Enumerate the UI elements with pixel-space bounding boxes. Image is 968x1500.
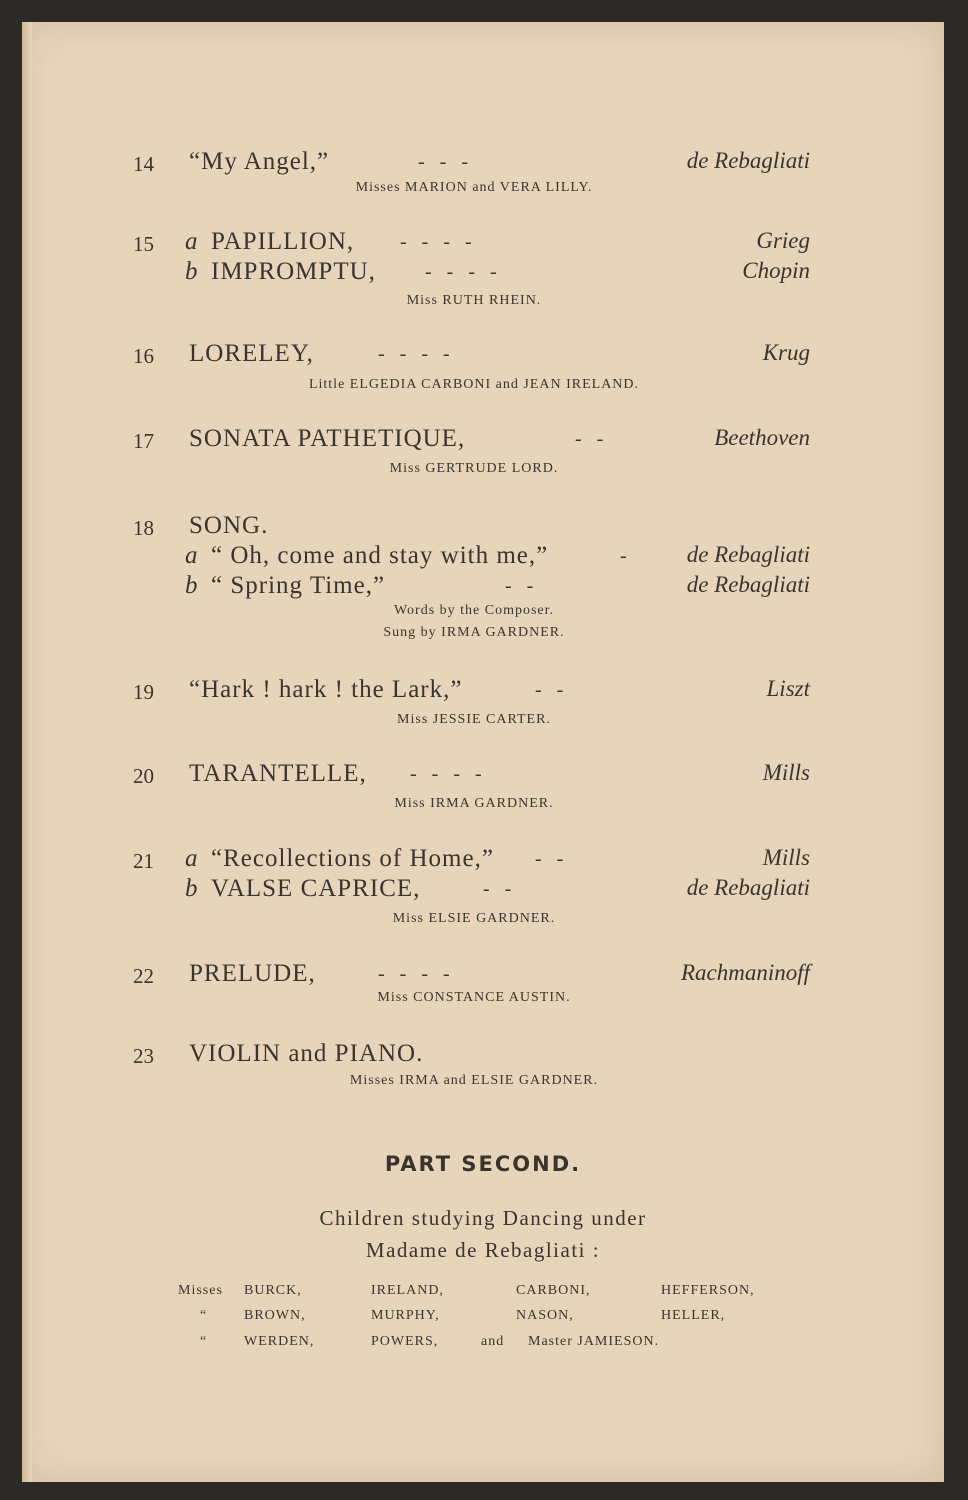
item-number: 19 [133, 680, 154, 704]
item-title: VIOLIN and PIANO. [189, 1040, 424, 1067]
item-dashes: - - - - [425, 261, 497, 283]
item-dashes: - - [483, 878, 512, 900]
dancer-name: BURCK, [244, 1283, 302, 1298]
dancer-name: POWERS, [371, 1334, 439, 1349]
item-note: Words by the Composer. [393, 603, 555, 618]
item-performer: Miss JESSIE CARTER. [397, 712, 551, 727]
item-composer: de Rebagliati [686, 875, 810, 900]
item-composer: Rachmaninoff [680, 960, 810, 985]
item-dashes: - - - - [378, 343, 450, 365]
item-composer: de Rebagliati [686, 572, 810, 597]
item-title: LORELEY, [189, 340, 314, 367]
item-prefix: b [185, 258, 199, 285]
item-title: “My Angel,” [189, 148, 330, 175]
item-number: 17 [133, 429, 154, 453]
item-title: IMPROMPTU, [211, 258, 376, 285]
item-performer: Miss IRMA GARDNER. [394, 796, 554, 811]
dancing-line-1: Children studying Dancing under [319, 1206, 647, 1230]
item-title: PAPILLION, [211, 228, 355, 255]
item-dashes: - - [535, 679, 564, 701]
page-crease [22, 22, 32, 1482]
dancer-name: “ [200, 1308, 208, 1323]
dancer-name: MURPHY, [371, 1308, 440, 1323]
item-title: “Recollections of Home,” [211, 845, 494, 872]
item-composer: Mills [762, 845, 810, 870]
item-prefix: b [185, 875, 199, 902]
item-prefix: a [185, 542, 199, 569]
item-number: 18 [133, 516, 154, 540]
item-composer: de Rebagliati [686, 148, 810, 173]
item-performer: Miss ELSIE GARDNER. [392, 911, 556, 926]
dancer-name: and [481, 1334, 505, 1349]
item-prefix: a [185, 845, 199, 872]
item-composer: Mills [762, 760, 810, 785]
item-number: 22 [133, 964, 154, 988]
item-composer: Grieg [756, 228, 810, 253]
item-number: 14 [133, 152, 154, 176]
item-dashes: - - [575, 428, 604, 450]
item-number: 23 [133, 1044, 154, 1068]
item-composer: Chopin [742, 258, 810, 283]
item-performer: Little ELGEDIA CARBONI and JEAN IRELAND. [308, 377, 640, 392]
item-dashes: - - - - [400, 231, 472, 253]
dancer-name: HEFFERSON, [661, 1283, 755, 1298]
item-performer: Miss RUTH RHEIN. [406, 293, 542, 308]
item-title: SONATA PATHETIQUE, [189, 425, 466, 452]
item-dashes: - - [505, 575, 534, 597]
item-title: PRELUDE, [189, 960, 316, 987]
item-composer: de Rebagliati [686, 542, 810, 567]
dancer-name: CARBONI, [516, 1283, 591, 1298]
item-performer: Sung by IRMA GARDNER. [383, 625, 565, 640]
item-composer: Krug [762, 340, 810, 365]
item-performer: Miss GERTRUDE LORD. [389, 461, 559, 476]
dancer-name: HELLER, [661, 1308, 726, 1323]
dancer-name: IRELAND, [371, 1283, 444, 1298]
item-prefix: b [185, 572, 199, 599]
item-title: “ Oh, come and stay with me,” [211, 542, 549, 569]
dancer-name: Misses [178, 1283, 223, 1298]
item-composer: Liszt [766, 676, 810, 701]
item-prefix: a [185, 228, 199, 255]
item-title: TARANTELLE, [189, 760, 367, 787]
item-performer: Misses IRMA and ELSIE GARDNER. [349, 1073, 599, 1088]
part-second-heading: PART SECOND. [384, 1152, 582, 1176]
item-dashes: - - - - [410, 763, 482, 785]
dancing-line-2: Madame de Rebagliati : [365, 1238, 601, 1262]
dancer-name: WERDEN, [244, 1334, 315, 1349]
dancer-name: NASON, [516, 1308, 574, 1323]
dancer-name: BROWN, [244, 1308, 306, 1323]
item-performer: Miss CONSTANCE AUSTIN. [377, 990, 571, 1005]
item-composer: Beethoven [714, 425, 810, 450]
item-number: 15 [133, 232, 154, 256]
item-title: VALSE CAPRICE, [211, 875, 421, 902]
item-title: “ Spring Time,” [211, 572, 386, 599]
item-title: SONG. [189, 512, 269, 539]
item-number: 20 [133, 764, 154, 788]
dancer-name: Master JAMIESON. [528, 1334, 660, 1349]
dancer-name: “ [200, 1334, 208, 1349]
item-dashes: - - - [418, 151, 468, 173]
item-dashes: - [620, 545, 627, 567]
item-dashes: - - - - [378, 963, 450, 985]
item-performer: Misses MARION and VERA LILLY. [355, 180, 593, 195]
item-number: 16 [133, 344, 154, 368]
item-number: 21 [133, 849, 154, 873]
item-dashes: - - [535, 848, 564, 870]
item-title: “Hark ! hark ! the Lark,” [189, 676, 463, 703]
